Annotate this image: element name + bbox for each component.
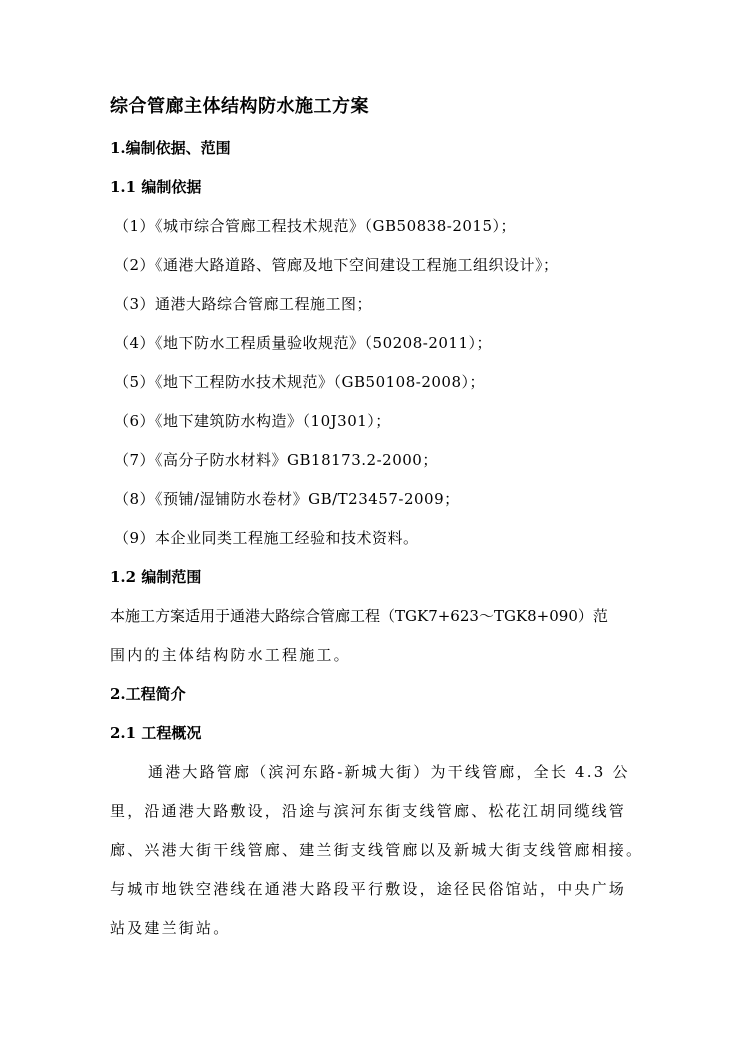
document-title: 综合管廊主体结构防水施工方案 [110, 96, 369, 117]
overview-paragraph-line-4: 与城市地铁空港线在通港大路段平行敷设，途径民俗馆站，中央广场 [110, 880, 627, 898]
reference-item-6: （6）《地下建筑防水构造》（10J301）； [114, 412, 391, 430]
overview-paragraph-line-1: 通港大路管廊（滨河东路-新城大街）为干线管廊，全长 4.3 公 [148, 763, 630, 781]
reference-item-2: （2）《通港大路道路、管廊及地下空间建设工程施工组织设计》； [114, 256, 559, 274]
reference-item-5: （5）《地下工程防水技术规范》（GB50108-2008）； [114, 373, 486, 391]
overview-paragraph-line-2: 里，沿通港大路敷设，沿途与滨河东街支线管廊、松花江胡同缆线管 [110, 802, 627, 820]
subsection-heading-1-2: 1.2 编制范围 [110, 568, 202, 586]
reference-item-3: （3）通港大路综合管廊工程施工图； [114, 295, 373, 313]
overview-paragraph-line-5: 站及建兰街站。 [110, 919, 231, 937]
scope-paragraph-line-1: 本施工方案适用于通港大路综合管廊工程（TGK7+623～TGK8+090）范 [110, 607, 608, 625]
subsection-heading-2-1: 2.1 工程概况 [110, 724, 202, 742]
section-heading-2: 2.工程简介 [110, 685, 186, 703]
reference-item-9: （9）本企业同类工程施工经验和技术资料。 [114, 529, 419, 547]
reference-item-1: （1）《城市综合管廊工程技术规范》（GB50838-2015）； [114, 217, 517, 235]
reference-item-7: （7）《高分子防水材料》GB18173.2-2000； [114, 451, 438, 469]
reference-item-4: （4）《地下防水工程质量验收规范》（50208-2011）； [114, 334, 493, 352]
reference-item-8: （8）《预铺/湿铺防水卷材》GB/T23457-2009； [114, 490, 460, 508]
scope-paragraph-line-2: 围内的主体结构防水工程施工。 [110, 646, 351, 664]
section-heading-1: 1.编制依据、范围 [110, 139, 231, 157]
subsection-heading-1-1: 1.1 编制依据 [110, 178, 202, 196]
overview-paragraph-line-3: 廊、兴港大街干线管廊、建兰街支线管廊以及新城大街支线管廊相接。 [110, 841, 644, 859]
